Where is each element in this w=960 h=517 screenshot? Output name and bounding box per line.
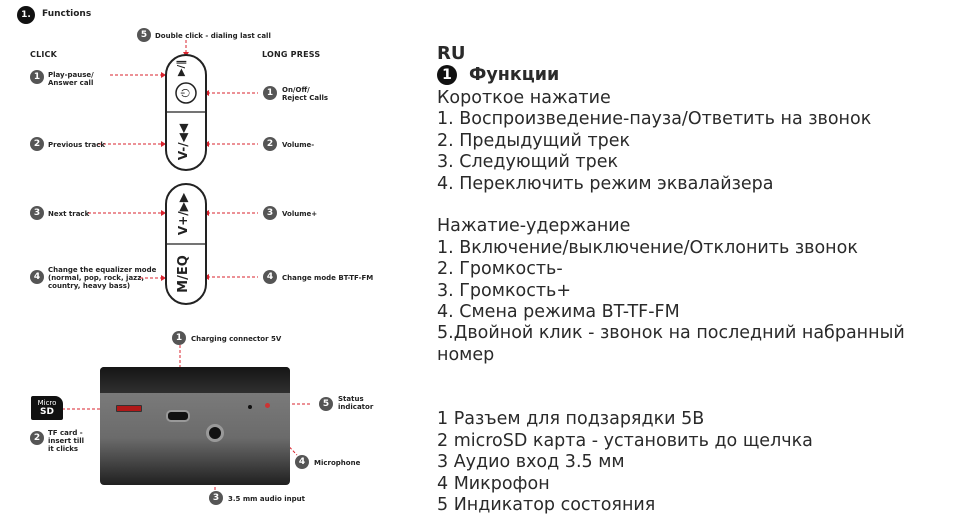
port-item-5: 5 Индикатор состояния — [437, 495, 656, 515]
microsd-card-icon — [31, 396, 63, 420]
play-pause-button: ▶/‖ — [176, 59, 187, 77]
volume-down-button: V-/◀◀ — [176, 123, 190, 161]
port-label-1: Charging connector 5V — [191, 335, 282, 343]
press-label-3: Volume+ — [282, 210, 318, 218]
ear-cushion — [100, 367, 290, 393]
port-label-3: 3.5 mm audio input — [228, 495, 305, 503]
long-press-header: LONG PRESS — [262, 50, 321, 59]
volume-up-button: V+/▶▶ — [176, 192, 190, 236]
long-item-5-cont: номер — [437, 345, 495, 365]
title-number-badge: 1 — [437, 65, 457, 85]
port-item-1: 1 Разъем для подзарядки 5В — [437, 409, 705, 429]
port-badge-1: 1 — [172, 331, 186, 345]
port-item-3: 3 Аудио вход 3.5 мм — [437, 452, 625, 472]
press-badge-2: 2 — [263, 137, 277, 151]
press-badge-1: 1 — [263, 86, 277, 100]
port-item-4: 4 Микрофон — [437, 474, 550, 494]
port-badge-4: 4 — [295, 455, 309, 469]
power-icon: ⏻ — [179, 88, 192, 98]
short-item-4: 4. Переключить режим эквалайзера — [437, 174, 774, 194]
press-label-4: Change mode BT-TF-FM — [282, 274, 374, 282]
russian-title: Функции — [469, 65, 560, 85]
mode-eq-button: M/EQ — [176, 255, 191, 293]
click-badge-1: 1 — [30, 70, 44, 84]
port-label-5: Status indicator — [338, 395, 374, 411]
microsd-text-1: Micro — [37, 399, 57, 407]
section-number-badge: 1. — [17, 6, 35, 24]
press-badge-3: 3 — [263, 206, 277, 220]
long-item-4: 4. Смена режима BT-TF-FM — [437, 302, 680, 322]
long-press-header-ru: Нажатие-удержание — [437, 216, 631, 236]
short-press-header: Короткое нажатие — [437, 88, 611, 108]
long-item-5: 5.Двойной клик - звонок на последний набранный — [437, 323, 905, 343]
press-label-2: Volume- — [282, 141, 315, 149]
microsd-text-2: SD — [40, 407, 54, 417]
click-label-4: Change the equalizer mode (normal, pop, rock, jazz, country, heavy bass) — [48, 266, 157, 290]
section-title: Functions — [42, 9, 92, 19]
click-header: CLICK — [30, 50, 58, 59]
port-item-2: 2 microSD карта - установить до щелчка — [437, 431, 813, 451]
long-item-3: 3. Громкость+ — [437, 281, 572, 301]
headphone-photo — [100, 367, 290, 485]
double-click-badge: 5 — [137, 28, 151, 42]
port-badge-3: 3 — [209, 491, 223, 505]
microsd-slot — [116, 405, 142, 412]
language-code: RU — [437, 43, 466, 64]
port-badge-2: 2 — [30, 431, 44, 445]
short-item-3: 3. Следующий трек — [437, 152, 619, 172]
port-label-4: Microphone — [314, 459, 361, 467]
short-item-1: 1. Воспроизведение-пауза/Ответить на звонок — [437, 109, 872, 129]
port-badge-5: 5 — [319, 397, 333, 411]
port-label-2: TF card - insert till it clicks — [48, 429, 85, 453]
click-badge-2: 2 — [30, 137, 44, 151]
long-item-1: 1. Включение/выключение/Отклонить звонок — [437, 238, 858, 258]
audio-jack — [206, 424, 224, 442]
double-click-label: Double click - dialing last call — [155, 32, 271, 40]
press-badge-4: 4 — [263, 270, 277, 284]
click-badge-4: 4 — [30, 270, 44, 284]
microphone-hole — [248, 405, 252, 409]
click-badge-3: 3 — [30, 206, 44, 220]
press-label-1: On/Off/ Reject Calls — [282, 86, 329, 102]
click-label-2: Previous track — [48, 141, 106, 149]
long-item-2: 2. Громкость- — [437, 259, 563, 279]
short-item-2: 2. Предыдущий трек — [437, 131, 631, 151]
usb-c-port — [166, 410, 190, 422]
click-label-3: Next track — [48, 210, 90, 218]
status-led — [265, 403, 270, 408]
click-label-1: Play-pause/ Answer call — [48, 71, 94, 87]
